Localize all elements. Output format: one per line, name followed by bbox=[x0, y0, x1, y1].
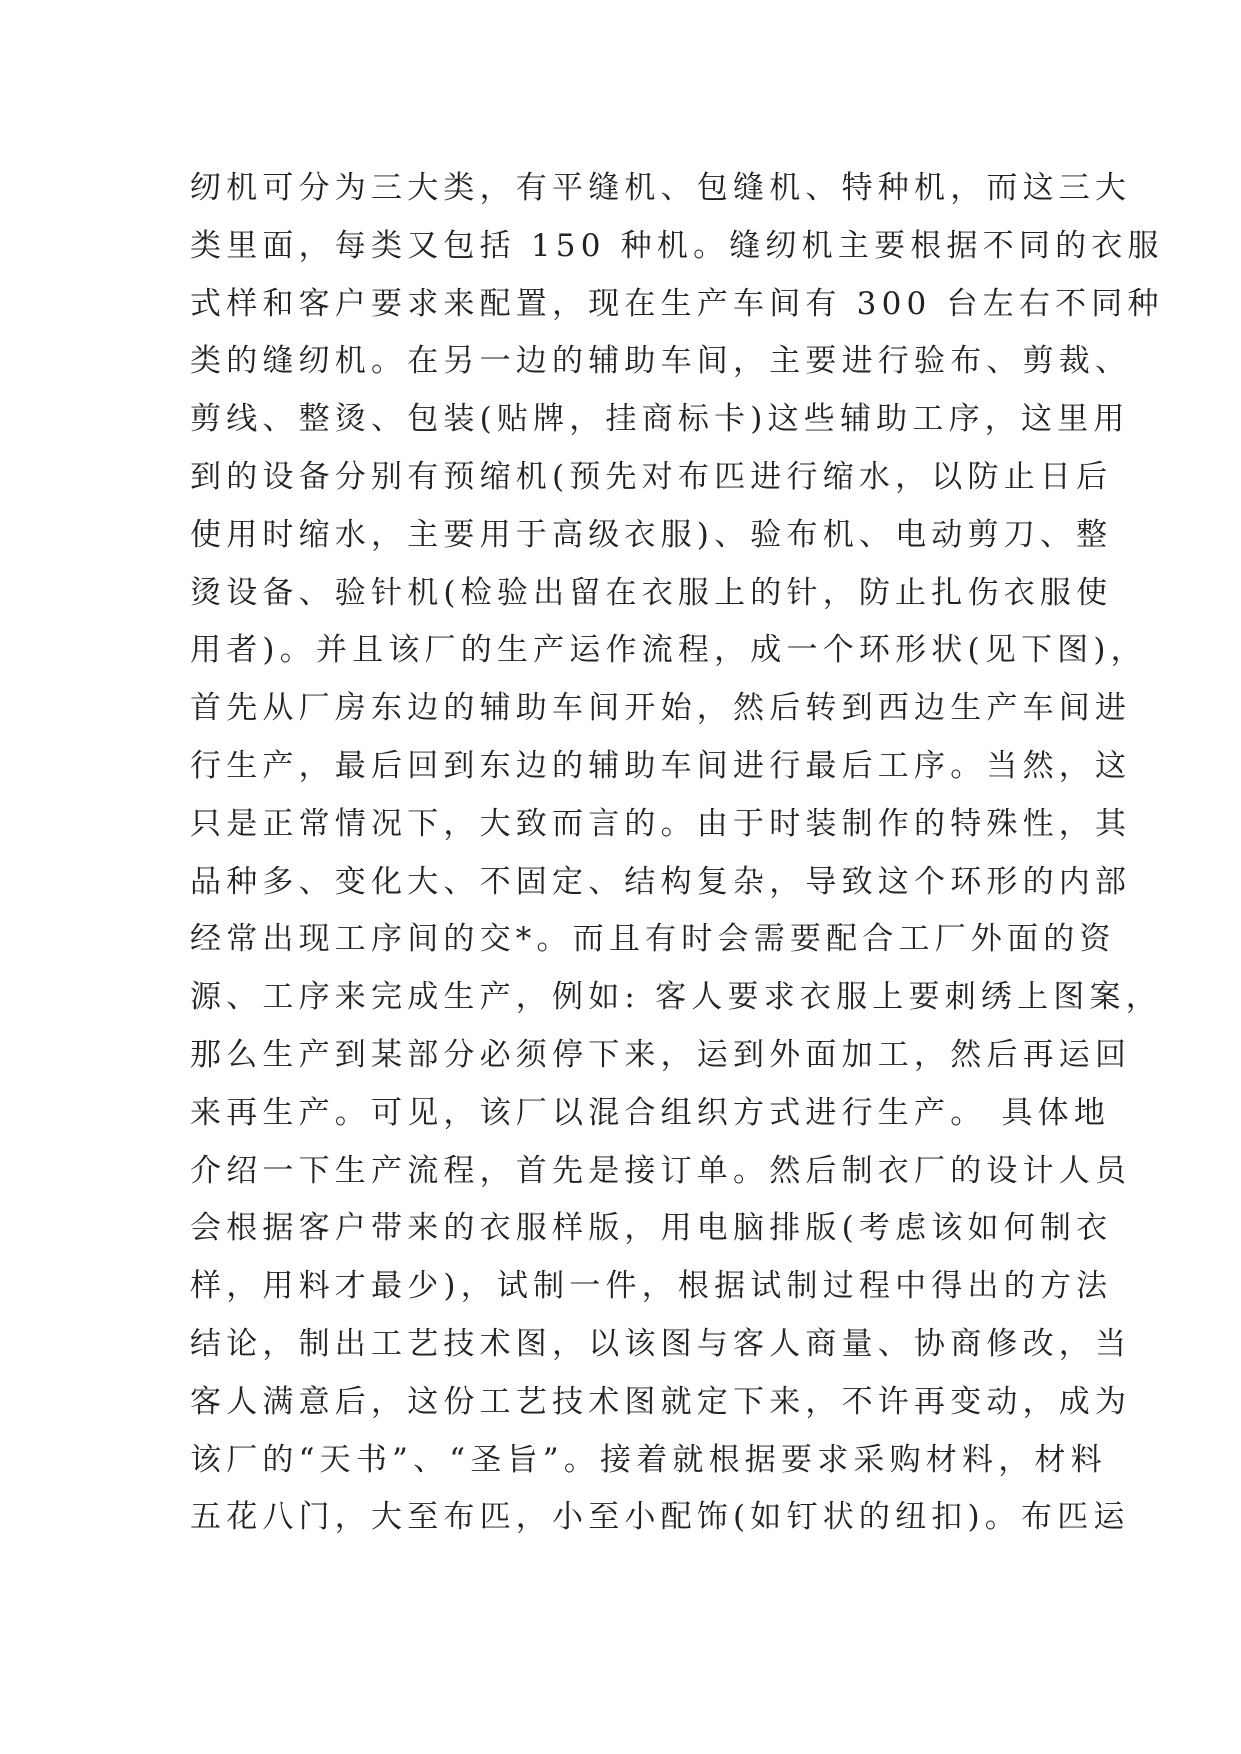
text-line: 五花八门，大至布匹，小至小配饰(如钉状的纽扣)。布匹运 bbox=[190, 1499, 1130, 1536]
text-line: 使用时缩水，主要用于高级衣服)、验布机、电动剪刀、整 bbox=[190, 516, 1113, 553]
text-line: 客人满意后，这份工艺技术图就定下来，不许再变动，成为 bbox=[190, 1383, 1132, 1420]
text-line: 式样和客户要求来配置，现在生产车间有 300 台左右不同种 bbox=[190, 285, 1164, 322]
text-line: 该厂的“天书”、“圣旨”。接着就根据要求采购材料，材料 bbox=[190, 1441, 1107, 1478]
text-line: 类里面，每类又包括 150 种机。缝纫机主要根据不同的衣服 bbox=[190, 227, 1164, 264]
text-line: 只是正常情况下，大致而言的。由于时装制作的特殊性，其 bbox=[190, 805, 1132, 842]
text-line: 烫设备、验针机(检验出留在衣服上的针，防止扎伤衣服使 bbox=[190, 574, 1113, 611]
text-line: 会根据客户带来的衣服样版，用电脑排版(考虑该如何制衣 bbox=[190, 1210, 1113, 1247]
text-line: 类的缝纫机。在另一边的辅助车间，主要进行验布、剪裁、 bbox=[190, 343, 1132, 380]
body-text bbox=[190, 160, 1164, 1547]
text-line: 那么生产到某部分必须停下来，运到外面加工，然后再运回 bbox=[190, 1036, 1132, 1073]
text-line: 用者)。并且该厂的生产运作流程，成一个环形状(见下图)， bbox=[190, 632, 1147, 669]
text-line: 来再生产。可见，该厂以混合组织方式进行生产。 具体地 bbox=[190, 1094, 1111, 1131]
text-line: 样，用料才最少)，试制一件，根据试制过程中得出的方法 bbox=[190, 1268, 1113, 1305]
text-line: 经常出现工序间的交*。而且有时会需要配合工厂外面的资 bbox=[190, 921, 1116, 958]
text-line: 源、工序来完成生产，例如: 客人要求衣服上要刺绣上图案， bbox=[190, 979, 1162, 1016]
text-line: 纫机可分为三大类，有平缝机、包缝机、特种机，而这三大 bbox=[190, 170, 1132, 206]
text-line: 结论，制出工艺技术图，以该图与客人商量、协商修改，当 bbox=[190, 1325, 1132, 1362]
text-line: 行生产，最后回到东边的辅助车间进行最后工序。当然，这 bbox=[190, 747, 1132, 784]
text-line: 首先从厂房东边的辅助车间开始，然后转到西边生产车间进 bbox=[190, 690, 1132, 727]
text-line: 剪线、整烫、包装(贴牌，挂商标卡)这些辅助工序，这里用 bbox=[190, 401, 1130, 438]
text-line: 介绍一下生产流程，首先是接订单。然后制衣厂的设计人员 bbox=[190, 1152, 1132, 1189]
text-line: 品种多、变化大、不固定、结构复杂，导致这个环形的内部 bbox=[190, 863, 1132, 900]
text-line: 到的设备分别有预缩机(预先对布匹进行缩水，以防止日后 bbox=[190, 458, 1113, 495]
